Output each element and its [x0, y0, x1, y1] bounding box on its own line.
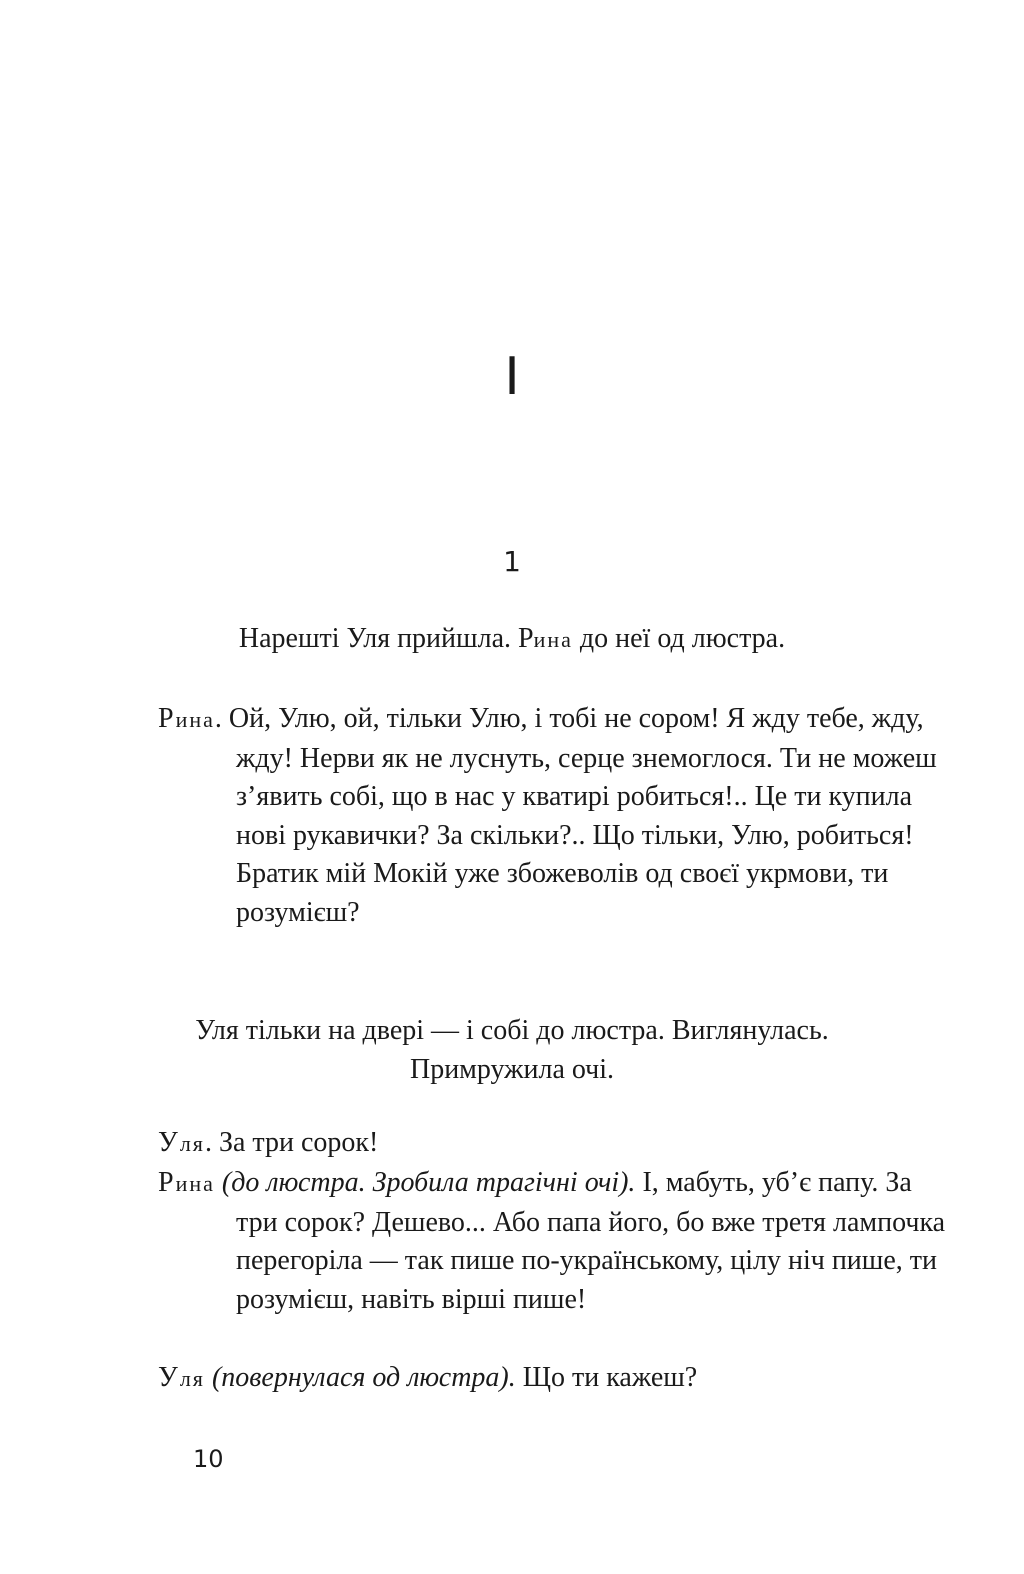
stage-direction-text: до неї од люстра. — [572, 623, 786, 654]
speech-text: Що ти кажеш? — [515, 1362, 698, 1393]
stage-direction-1 — [158, 620, 866, 660]
stage-direction-inline: (до люстра. Зробила трагічні очі). — [214, 1167, 636, 1198]
speech-text: . За три сорок! — [204, 1127, 379, 1158]
part-numeral: I — [504, 347, 520, 407]
stage-direction-line: Уля тільки на двері — і собі до люстра. Виглянулась. — [195, 1015, 829, 1046]
stage-direction-line: Примружила очі. — [409, 1053, 615, 1085]
speaker-name: Уля — [158, 1362, 205, 1393]
speech-text: . Ой, Улю, ой, тільки Улю, і тобі не сором! Я жду тебе, жду, жду! Нерви як не луснуть, серце знемоглося. Ти не можеш з’явить собі, що в нас у кватирі робиться!.. Це ти купила нові рукавички? За скільки?.. Що тільки, Улю, робиться! Братик мій Мокій уже збожеволів од своєї укрмови, ти розумієш? — [214, 703, 937, 928]
scene-number: 1 — [503, 545, 521, 578]
speech-ulia-1 — [158, 1124, 956, 1164]
speech-rina-1 — [158, 700, 956, 932]
speech-text: І, мабуть, уб’є папу. За три сорок? Дешево... Або папа його, бо вже третя лампочка перегоріла — так пише по-українському, цілу ніч пише, ти розумієш, навіть вірші пише! — [236, 1167, 946, 1315]
page-number: 10 — [193, 1445, 224, 1473]
speech-ulia-2 — [158, 1359, 956, 1399]
speaker-name: Уля — [158, 1127, 205, 1158]
character-name: Рина — [518, 623, 573, 654]
speech-rina-2 — [158, 1164, 956, 1319]
stage-direction-inline: (повернулася од люстра). — [204, 1362, 516, 1393]
speaker-name: Рина — [158, 1167, 215, 1198]
stage-direction-2 — [158, 1012, 866, 1089]
speaker-name: Рина — [158, 703, 215, 734]
stage-direction-text: Нарешті Уля прийшла. — [238, 623, 518, 654]
